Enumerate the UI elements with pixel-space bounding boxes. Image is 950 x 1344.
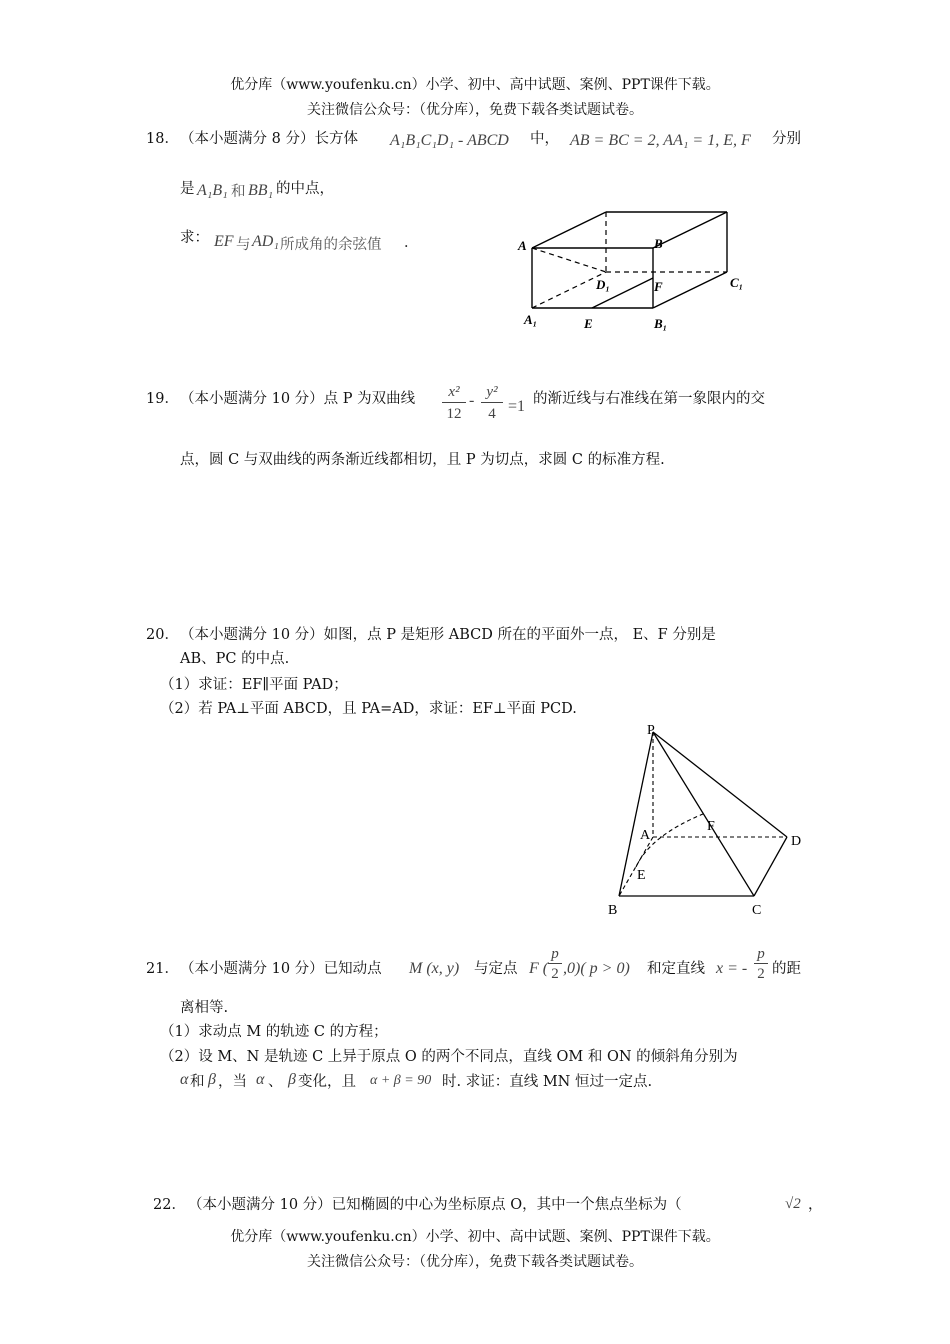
q21-two2: 2 — [757, 966, 765, 982]
q21-sum: α + β = 90 — [370, 1073, 432, 1088]
q21-F-tail: ,0)( p > 0) — [563, 960, 630, 977]
q22-comma: ， — [808, 1197, 823, 1213]
q21-change: 变化，且 — [298, 1074, 356, 1090]
q21-xeq: x = - — [716, 960, 748, 977]
label-F: F — [707, 819, 715, 834]
q18-task-ad1: AD₁ — [252, 233, 279, 250]
q19-eq1: =1 — [508, 398, 526, 415]
q20-part1: （1）求证：EF∥平面 PAD； — [160, 677, 348, 693]
label-A: A — [640, 828, 651, 843]
q18-he: 和 — [231, 184, 246, 200]
q20-line2: AB、PC 的中点. — [180, 651, 290, 667]
q21-point-M: M (x, y) — [409, 960, 460, 977]
q21-part2: （2）设 M、N 是轨迹 C 上异于原点 O 的两个不同点，直线 OM 和 ON 的倾斜角分别为 — [160, 1049, 738, 1065]
edge-top-right — [653, 212, 727, 248]
footer-line-1: 优分库（www.youfenku.cn）小学、初中、高中试题、案例、PPT课件下载。 — [230, 1229, 720, 1245]
q19-tail: 的渐近线与右准线在第一象限内的交 — [533, 391, 765, 407]
label-A: A — [518, 238, 527, 253]
segment-AD1-hidden — [532, 248, 606, 272]
q18-fenbie: 分别 — [772, 131, 801, 147]
q19-lead: （本小题满分 10 分）点 P 为双曲线 — [180, 391, 416, 407]
q21-two: 2 — [551, 966, 559, 982]
q21-part1: （1）求动点 M 的轨迹 C 的方程； — [160, 1024, 388, 1040]
q18-seg1: A₁B₁ — [197, 182, 228, 199]
q19-frac-y — [481, 383, 503, 425]
q18-midpoint: 的中点， — [276, 181, 334, 197]
edge-top-left — [532, 212, 606, 248]
header-line-2: 关注微信公众号：（优分库），免费下载各类试题试卷。 — [307, 102, 643, 118]
q19-x2: x² — [442, 383, 466, 403]
q21-dun: 、 — [268, 1074, 283, 1090]
label-D1: D₁ — [596, 277, 610, 292]
q21-tail: 的距 — [772, 961, 801, 977]
label-P: P — [647, 723, 655, 738]
q20-part2: （2）若 PA⊥平面 ABCD，且 PA=AD，求证：EF⊥平面 PCD. — [160, 701, 577, 717]
q21-p: p — [548, 946, 562, 964]
label-E: E — [584, 316, 593, 331]
q21-frac-p — [548, 946, 562, 984]
label-A1: A₁ — [524, 312, 538, 327]
q20-number: 20． — [146, 627, 179, 643]
label-B1: B₁ — [654, 316, 668, 331]
q22-sqrt2: √2 — [785, 1196, 801, 1212]
edge-PC — [653, 732, 754, 896]
q18-conditions: AB = BC = 2, AA₁ = 1, E, F — [570, 132, 751, 149]
q18-points: （本小题满分 8 分）长方体 — [180, 131, 358, 147]
q20-pyramid-figure — [595, 718, 820, 923]
label-F: F — [654, 279, 663, 294]
label-D: D — [791, 834, 802, 849]
q18-zhong: 中， — [530, 131, 559, 147]
q19-y2: y² — [481, 383, 503, 403]
label-E: E — [637, 868, 646, 883]
q19-d12: 12 — [446, 406, 462, 422]
q21-frac-p2 — [754, 946, 768, 984]
q21-lead: （本小题满分 10 分）已知动点 — [180, 961, 382, 977]
edge-PB — [619, 732, 653, 896]
q18-qiu: 求： — [180, 230, 209, 246]
q21-beta: β — [208, 1071, 216, 1088]
edge-A1D1-hidden — [532, 272, 606, 308]
label-C1: C₁ — [730, 275, 744, 290]
q19-minus: - — [469, 392, 475, 409]
q21-alpha: α — [180, 1071, 189, 1088]
q21-line2: 离相等. — [180, 1000, 229, 1016]
label-B: B — [608, 903, 618, 918]
q19-number: 19． — [146, 391, 179, 407]
label-C: C — [752, 903, 762, 918]
edge-PD — [653, 732, 787, 837]
q19-d4: 4 — [488, 406, 496, 422]
q22-lead: （本小题满分 10 分）已知椭圆的中心为坐标原点 O，其中一个焦点坐标为（ — [188, 1197, 682, 1213]
q21-point-F: F ( — [529, 960, 549, 977]
q18-task-dot: ． — [404, 235, 419, 251]
q18-solid: A₁B₁C₁D₁ - ABCD — [390, 132, 509, 149]
q18-task-ef: EF — [214, 233, 234, 250]
q18-seg2: BB₁ — [248, 182, 274, 199]
q22-number: 22． — [153, 1197, 186, 1213]
q21-when: ，当 — [218, 1074, 247, 1090]
q19-line2: 点，圆 C 与双曲线的两条渐近线都相切，且 P 为切点，求圆 C 的标准方程. — [180, 452, 665, 468]
q21-yu: 与定点 — [474, 961, 518, 977]
q21-beta2: β — [288, 1071, 296, 1088]
q21-alpha2: α — [256, 1071, 265, 1088]
q21-line-word: 和定直线 — [647, 961, 705, 977]
q18-cuboid-figure — [510, 200, 770, 340]
header-line-1: 优分库（www.youfenku.cn）小学、初中、高中试题、案例、PPT课件下载。 — [230, 77, 720, 93]
q18-shi: 是 — [180, 181, 195, 197]
q21-end: 时. 求证：直线 MN 恒过一定点. — [442, 1074, 653, 1090]
q21-p2: p — [754, 946, 768, 964]
q21-number: 21． — [146, 961, 179, 977]
q18-task-yu: 与 — [236, 237, 251, 253]
edge-CD — [754, 837, 787, 896]
q18-number: 18． — [146, 131, 179, 147]
q19-frac-x — [442, 383, 466, 425]
label-B: B — [654, 236, 663, 251]
q20-line1: （本小题满分 10 分）如图，点 P 是矩形 ABCD 所在的平面外一点， E、F 分别是 — [180, 627, 716, 643]
footer-line-2: 关注微信公众号：（优分库），免费下载各类试题试卷。 — [307, 1254, 643, 1270]
q18-task-rest: 所成角的余弦值 — [280, 237, 382, 253]
q21-he: 和 — [190, 1074, 205, 1090]
edge-B1C1 — [653, 272, 727, 308]
